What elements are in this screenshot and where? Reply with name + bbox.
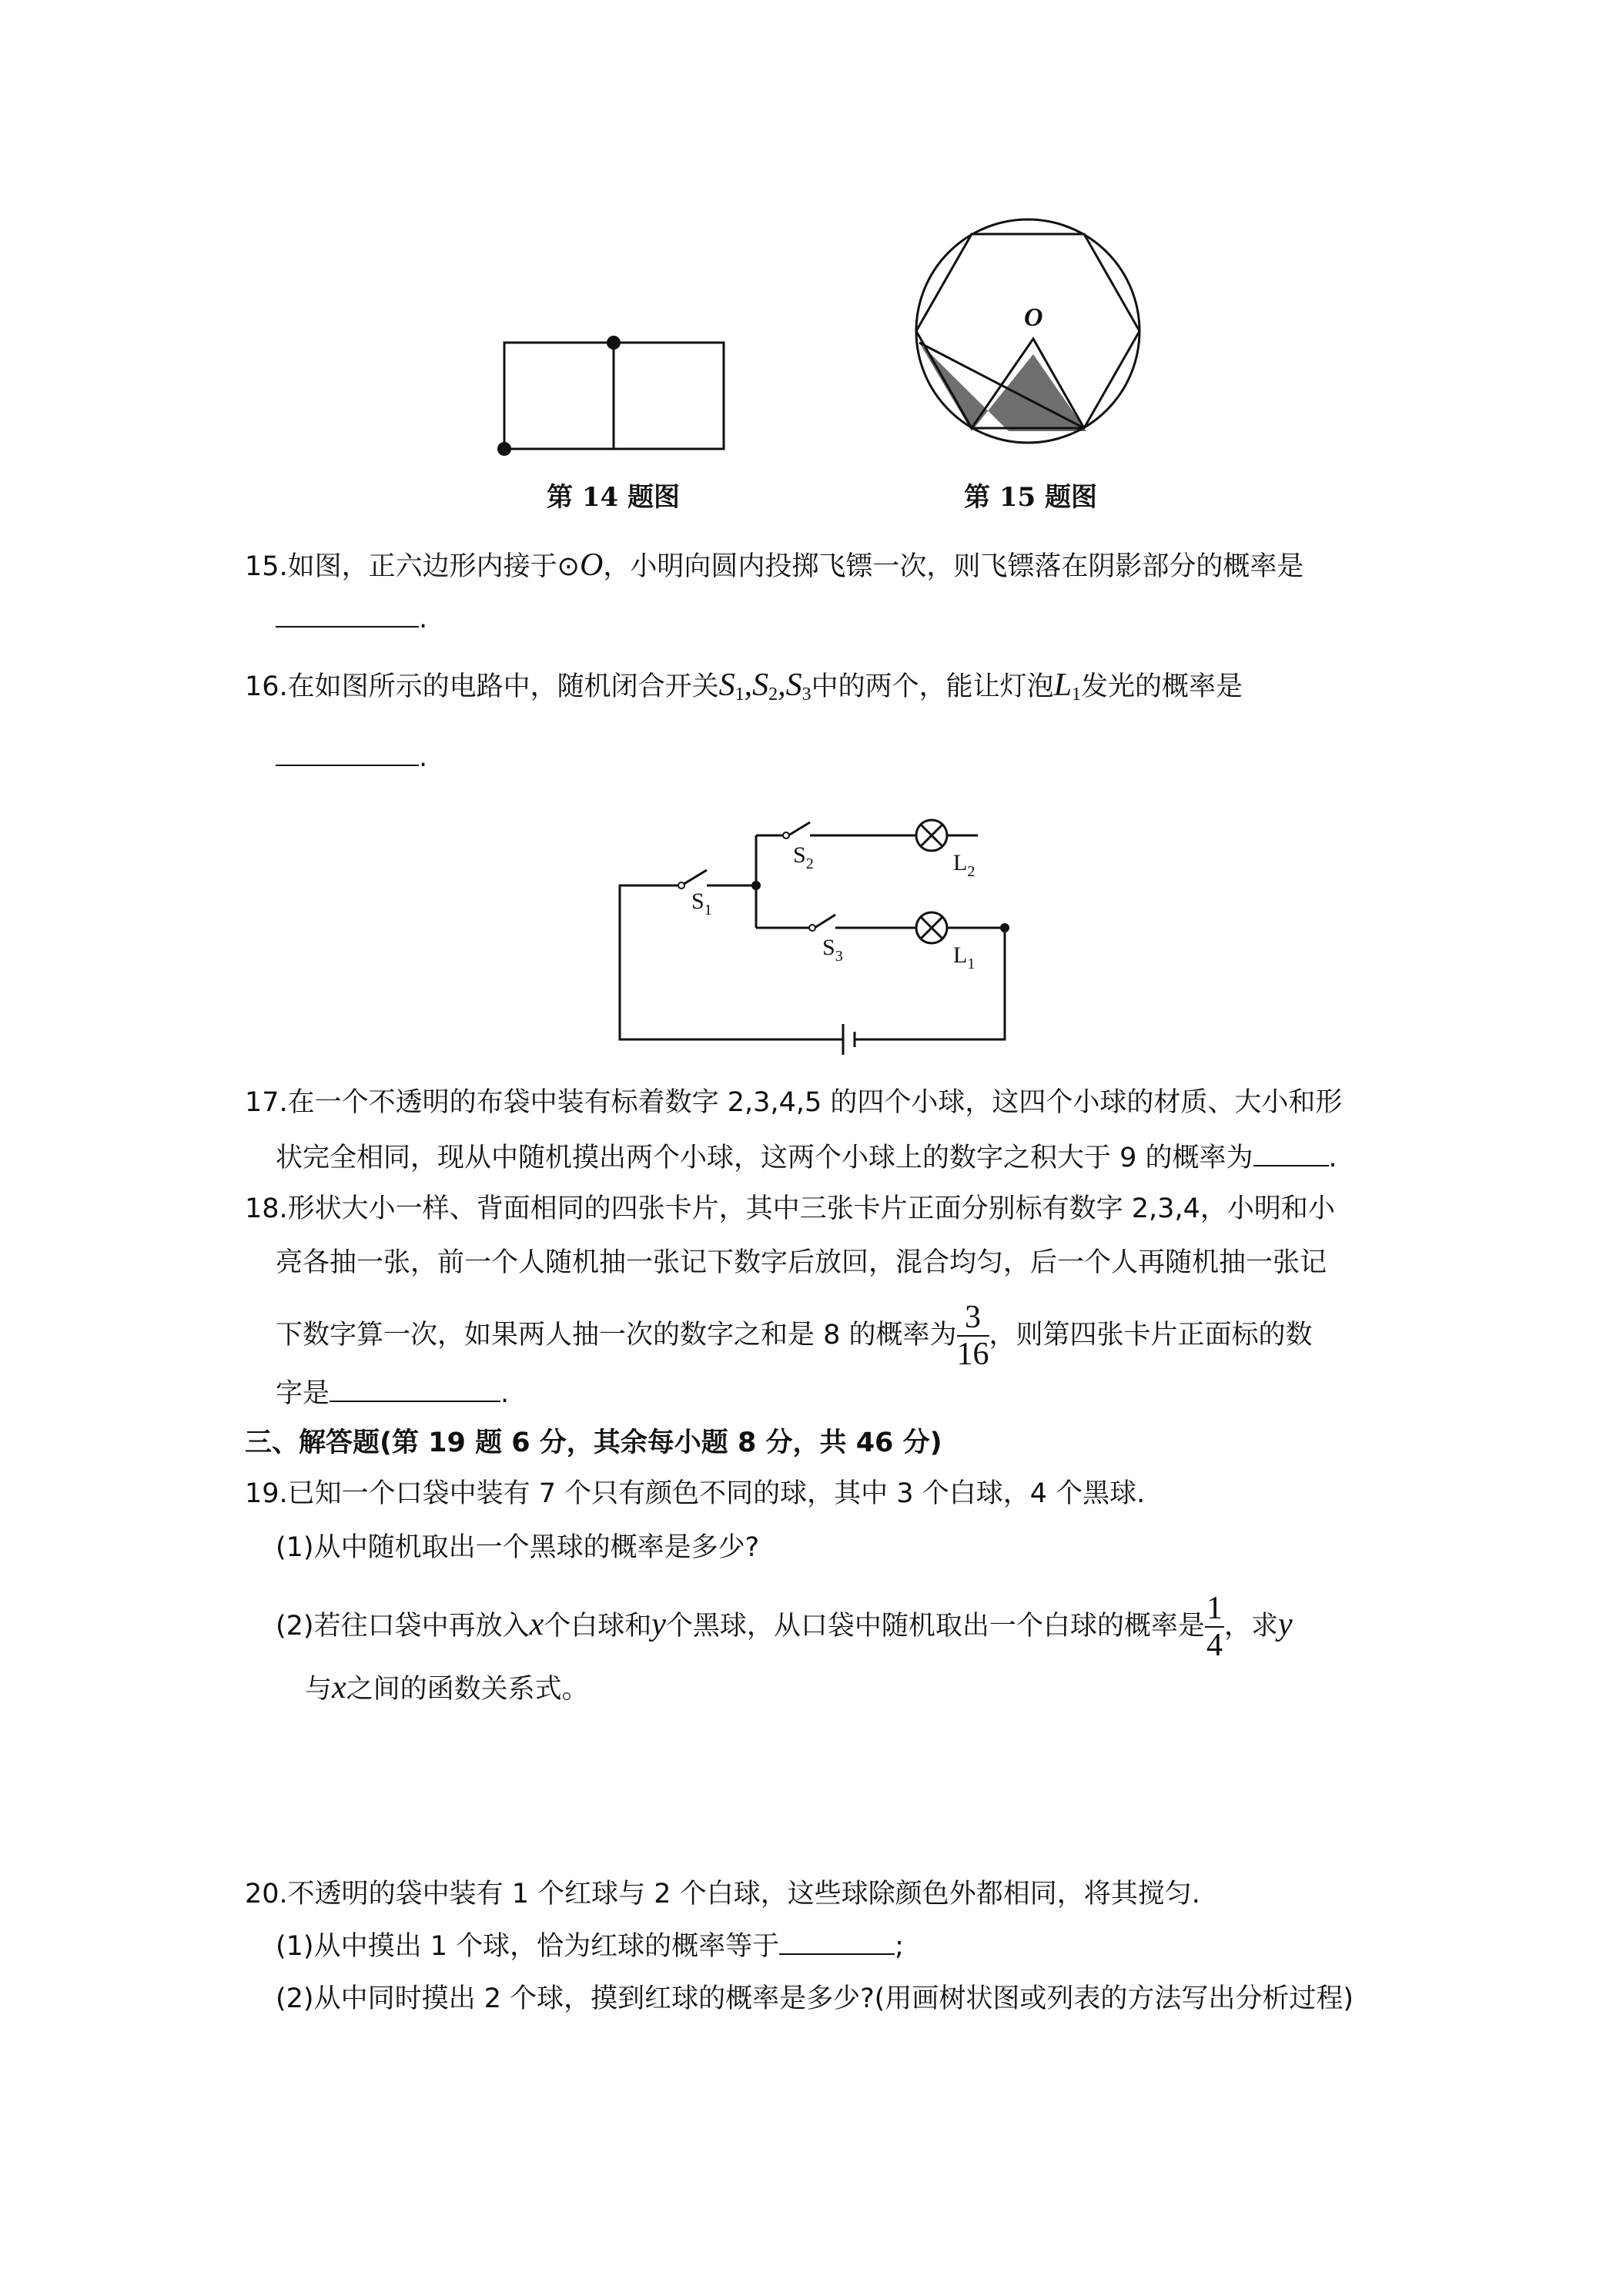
fig14-dot-top xyxy=(607,336,621,350)
fig14-caption: 第 14 题图 xyxy=(547,482,680,513)
answer-blank-20[interactable] xyxy=(779,1933,895,1955)
question-16: 16.在如图所示的电路中，随机闭合开关$S_1,S_2,S_3$中的两个，能让灯泡$L_1$发光的概率是 xyxy=(245,668,1243,705)
question-20-part1: (1)从中摸出 1 个球，恰为红球的概率等于 ; xyxy=(276,1931,904,1962)
question-19-part2: (2)若往口袋中再放入x个白球和y个黑球，从口袋中随机取出一个白球的概率是 $\frac{1}{4}$ ，求y xyxy=(276,1591,1293,1663)
question-18-line4: 字是 . xyxy=(276,1378,510,1409)
question-19-part2-line2: 与x之间的函数关系式。 xyxy=(305,1670,589,1705)
question-19-line1: 19.已知一个口袋中装有 7 个只有颜色不同的球，其中 3 个白球，4 个黑球. xyxy=(245,1478,1146,1509)
question-15: 15.如图，正六边形内接于⊙O，小明向圆内投掷飞镖一次，则飞镖落在阴影部分的概率是 xyxy=(245,547,1304,583)
label-l1: $L_1$ xyxy=(953,942,975,972)
question-20-line1: 20.不透明的袋中装有 1 个红球与 2 个白球，这些球除颜色外都相同，将其搅匀. xyxy=(245,1879,1200,1909)
label-l2: $L_2$ xyxy=(953,850,975,880)
answer-blank-16[interactable]: . xyxy=(276,741,427,775)
answer-blank-15[interactable]: . xyxy=(276,602,427,636)
fig14-dot-bottom-left xyxy=(497,442,511,456)
fig15-caption: 第 15 题图 xyxy=(964,482,1097,513)
circle-symbol: ⊙ xyxy=(557,551,580,582)
fraction-3-16: $\frac{3}{16}$ xyxy=(956,1300,989,1372)
section-3-heading: 三、解答题(第 19 题 6 分，其余每小题 8 分，共 46 分) xyxy=(245,1427,942,1458)
question-17-line2: 状完全相同，现从中随机摸出两个小球，这两个小球上的数字之积大于 9 的概率为 . xyxy=(276,1143,1337,1173)
figure-14 xyxy=(493,331,739,462)
question-17-line1: 17.在一个不透明的布袋中装有标着数字 2,3,4,5 的四个小球，这四个小球的材质、大小和形 xyxy=(245,1087,1343,1118)
question-18-line3: 下数字算一次，如果两人抽一次的数字之和是 8 的概率为 $\frac{3}{16}$ ，则第四张卡片正面标的数 xyxy=(276,1300,1313,1372)
label-s1: $S_1$ xyxy=(691,889,712,919)
question-18-line1: 18.形状大小一样、背面相同的四张卡片，其中三张卡片正面分别标有数字 2,3,4，小明和小 xyxy=(245,1193,1335,1224)
label-s2: $S_2$ xyxy=(793,842,814,872)
answer-blank-17[interactable] xyxy=(1253,1145,1329,1166)
question-20-part2: (2)从中同时摸出 2 个球，摸到红球的概率是多少?(用画树状图或列表的方法写出分析过程) xyxy=(276,1983,1354,2014)
question-18-line2: 亮各抽一张，前一个人随机抽一张记下数字后放回，混合均匀，后一个人再随机抽一张记 xyxy=(276,1247,1327,1278)
fig15-center-label: O xyxy=(1024,303,1043,332)
label-s3: $S_3$ xyxy=(822,935,843,965)
figure-15 xyxy=(909,212,1147,450)
answer-blank-18[interactable] xyxy=(330,1381,500,1402)
circuit-diagram xyxy=(608,801,1039,1055)
fraction-1-4: $\frac{1}{4}$ xyxy=(1206,1591,1223,1663)
question-19-part1: (1)从中随机取出一个黑球的概率是多少? xyxy=(276,1532,760,1563)
